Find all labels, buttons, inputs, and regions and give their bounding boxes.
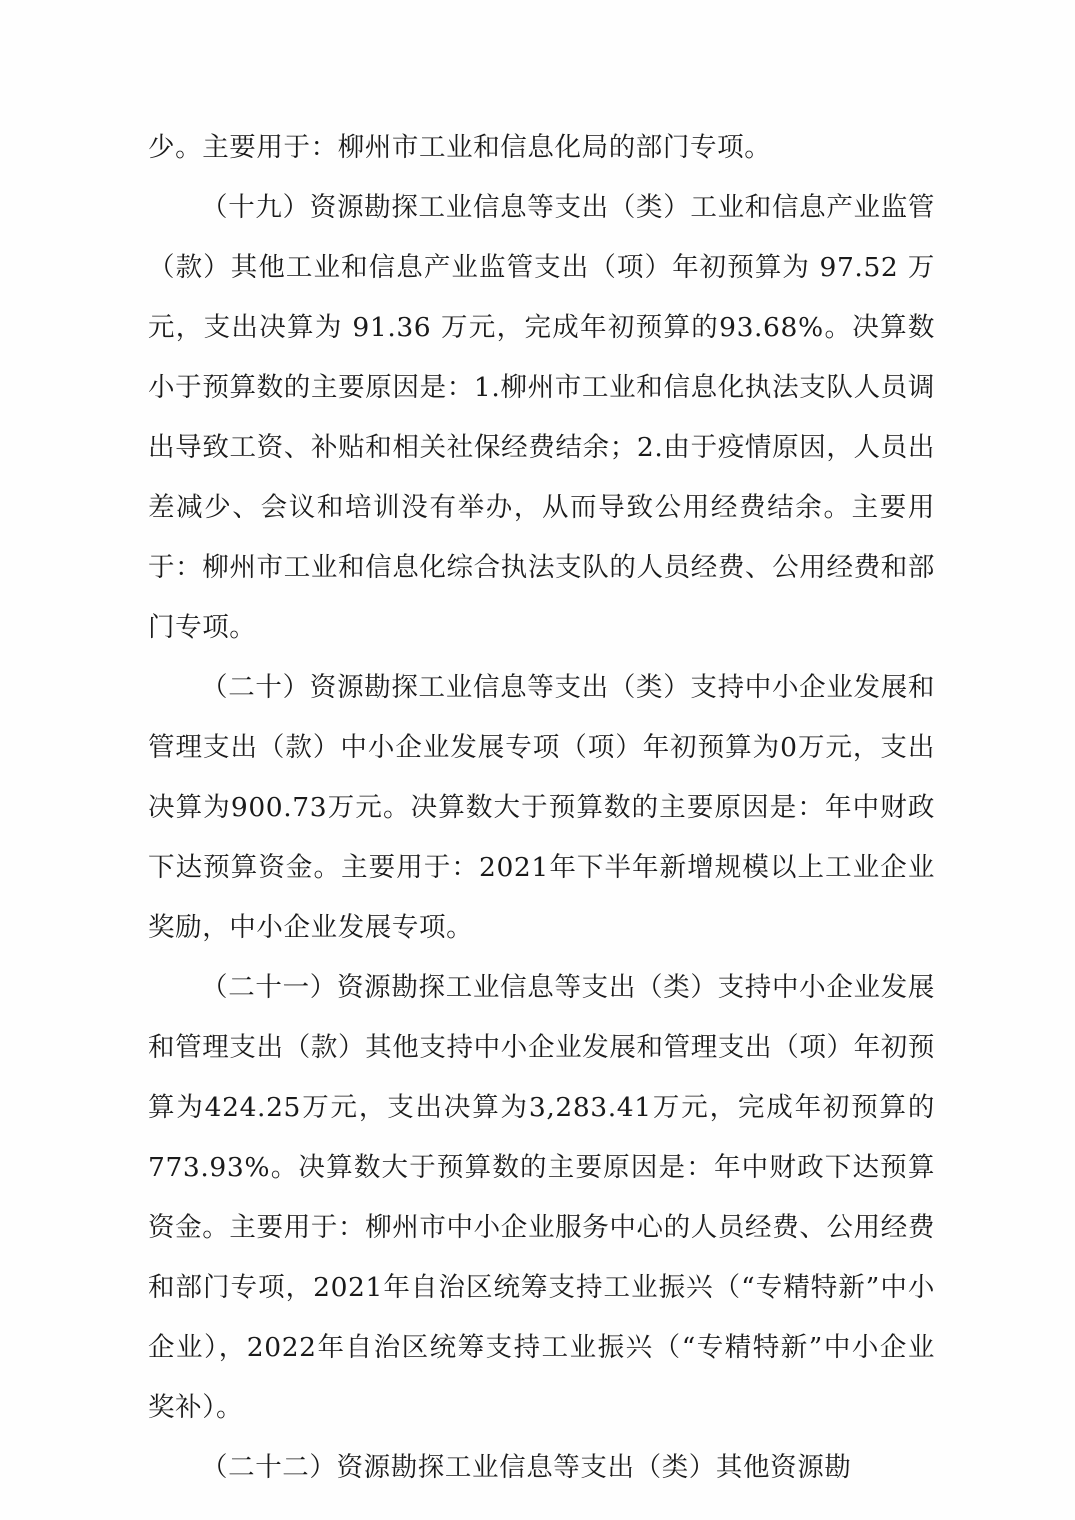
document-body	[148, 118, 935, 1498]
paragraph-item-20: （二十）资源勘探工业信息等支出（类）支持中小企业发展和管理支出（款）中小企业发展专项（项）年初预算为0万元，支出决算为900.73万元。决算数大于预算数的主要原因是：年中财政下达预算资金。主要用于：2021年下半年新增规模以上工业企业奖励，中小企业发展专项。	[148, 672, 935, 943]
paragraph-item-21: （二十一）资源勘探工业信息等支出（类）支持中小企业发展和管理支出（款）其他支持中小企业发展和管理支出（项）年初预算为424.25万元，支出决算为3,283.41万元，完成年初预算的773.93%。决算数大于预算数的主要原因是：年中财政下达预算资金。主要用于：柳州市中小企业服务中心的人员经费、公用经费和部门专项，2021年自治区统筹支持工业振兴（“专精特新”中小企业），2022年自治区统筹支持工业振兴（“专精特新”中小企业奖补）。	[148, 972, 935, 1423]
paragraph-item-19: （十九）资源勘探工业信息等支出（类）工业和信息产业监管（款）其他工业和信息产业监管支出（项）年初预算为 97.52 万元，支出决算为 91.36 万元，完成年初预算的93.68%。决算数小于预算数的主要原因是：1.柳州市工业和信息化执法支队人员调出导致工资、补贴和相关社保经费结余；2.由于疫情原因，人员出差减少、会议和培训没有举办，从而导致公用经费结余。主要用于：柳州市工业和信息化综合执法支队的人员经费、公用经费和部门专项。	[148, 192, 935, 643]
paragraph-item-22: （二十二）资源勘探工业信息等支出（类）其他资源勘	[201, 1452, 852, 1483]
paragraph-continued-18: 少。主要用于：柳州市工业和信息化局的部门专项。	[148, 132, 772, 163]
